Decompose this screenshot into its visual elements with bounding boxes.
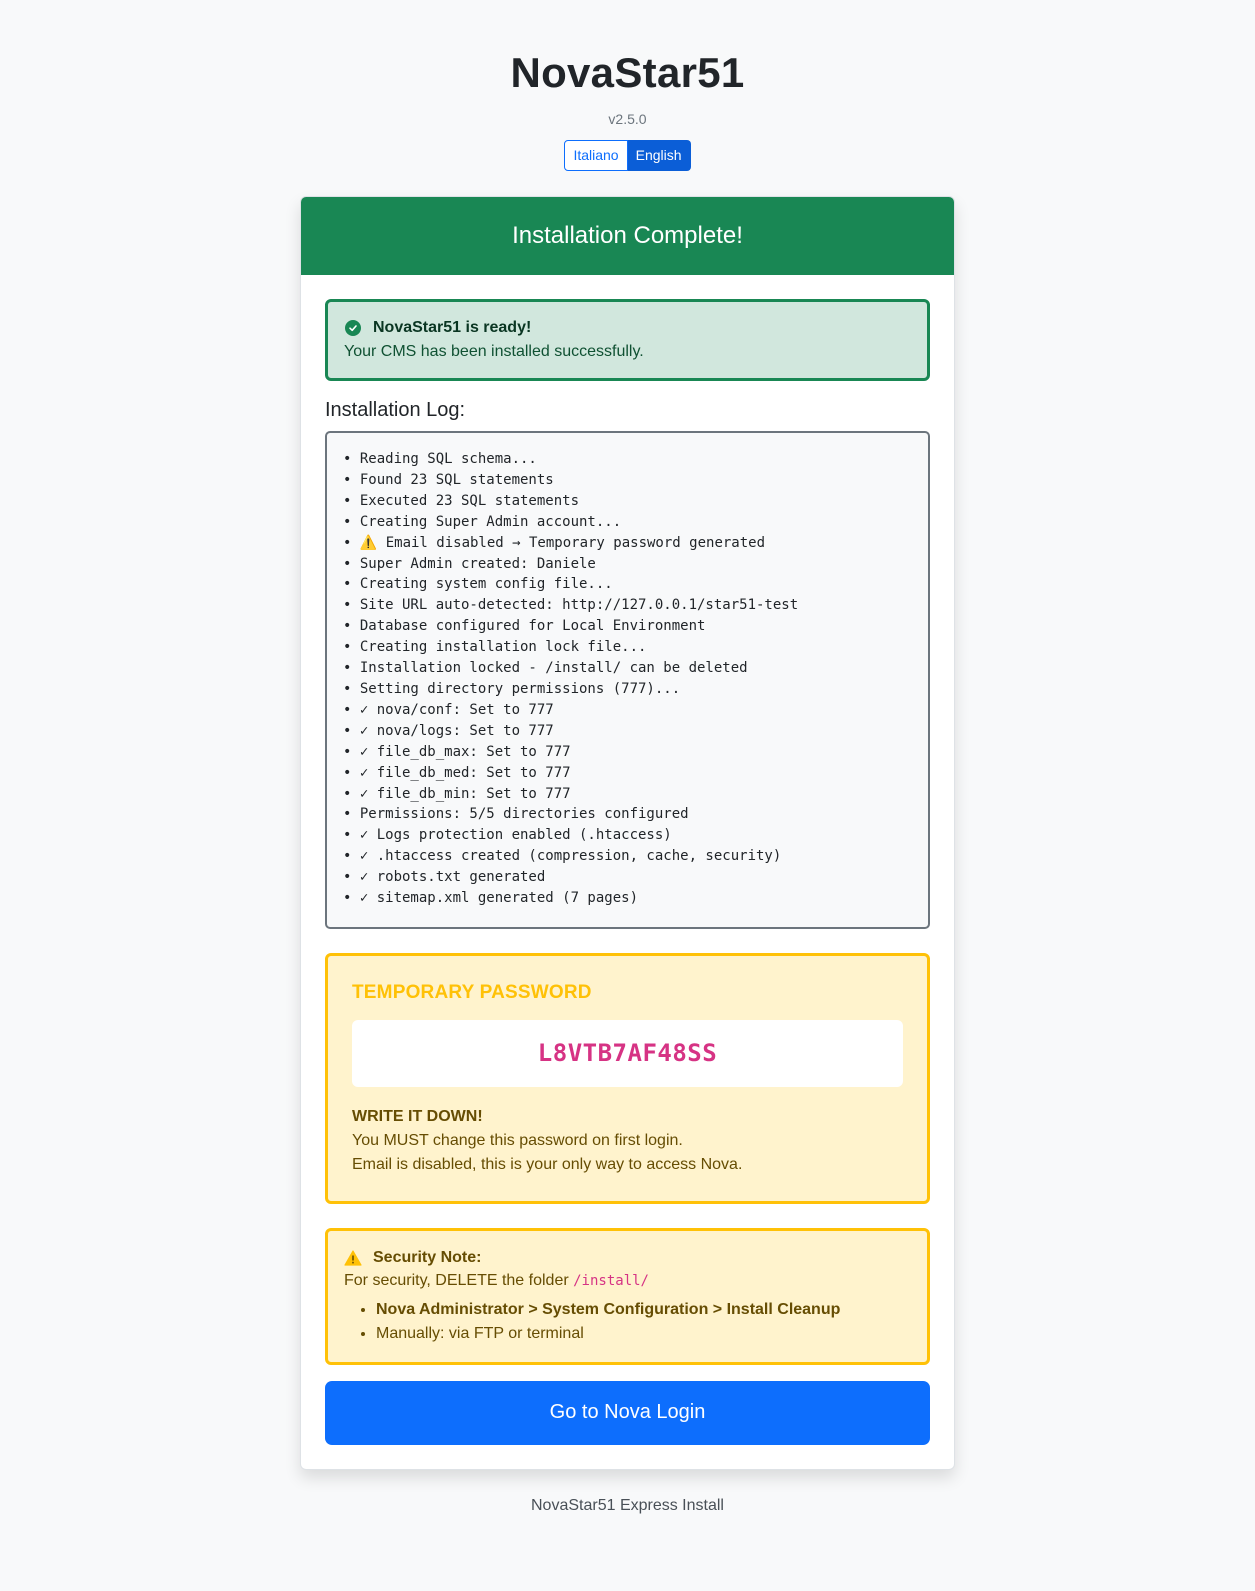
check-circle-icon	[345, 320, 361, 336]
footer-text: NovaStar51 Express Install	[531, 1496, 724, 1514]
log-line: • Setting directory permissions (777)...	[343, 680, 681, 697]
temporary-password-title: TEMPORARY PASSWORD	[352, 981, 592, 1003]
log-line: • ✓ nova/conf: Set to 777	[343, 701, 554, 718]
log-line: • Creating installation lock file...	[343, 639, 647, 656]
card-title: Installation Complete!	[512, 222, 743, 249]
install-folder-path: /install/	[573, 1272, 649, 1289]
security-note-panel	[325, 1228, 930, 1365]
install-complete-card	[300, 196, 955, 1470]
log-line: • Database configured for Local Environment	[343, 618, 706, 635]
security-note-description: For security, DELETE the folder	[344, 1271, 574, 1289]
language-italiano-button[interactable]: Italiano	[564, 140, 627, 171]
log-line: • ✓ file_db_med: Set to 777	[343, 764, 571, 781]
temporary-password-value[interactable]: L8VTB7AF48SS	[537, 1039, 718, 1068]
success-heading: NovaStar51 is ready!	[373, 319, 532, 336]
log-line: • ✓ file_db_min: Set to 777	[343, 785, 571, 802]
log-line: • Creating Super Admin account...	[343, 513, 622, 530]
installation-log-title: Installation Log:	[325, 399, 466, 421]
write-it-down-warning: WRITE IT DOWN!	[352, 1107, 483, 1125]
log-line: • ✓ robots.txt generated	[343, 869, 546, 886]
log-line: • Permissions: 5/5 directories configured	[343, 806, 689, 823]
cleanup-option-manual: • Manually: via FTP or terminal	[376, 1322, 911, 1346]
language-english-button[interactable]: English	[628, 140, 691, 171]
log-line: • ✓ nova/logs: Set to 777	[343, 722, 554, 739]
log-line: • Site URL auto-detected: http://127.0.0.1/star51-test	[343, 597, 799, 614]
log-line: • Super Admin created: Daniele	[343, 555, 596, 572]
security-note-heading: Security Note:	[373, 1248, 482, 1266]
log-line: • ✓ file_db_max: Set to 777	[343, 743, 571, 760]
security-heading-row	[344, 1249, 911, 1267]
log-line: • ✓ Logs protection enabled (.htaccess)	[343, 827, 672, 844]
change-password-note: You MUST change this password on first login.	[352, 1131, 683, 1149]
temporary-password-box	[352, 1020, 903, 1087]
app-title: NovaStar51	[510, 49, 745, 96]
card-body	[301, 275, 954, 1469]
installation-log	[325, 431, 930, 929]
email-disabled-note: Email is disabled, this is your only way to access Nova.	[352, 1155, 743, 1173]
security-note-text	[344, 1272, 911, 1290]
card-header	[301, 197, 954, 275]
warning-triangle-icon	[344, 1250, 362, 1266]
language-switcher	[0, 140, 1255, 171]
log-line: • Executed 23 SQL statements	[343, 492, 580, 509]
cleanup-option-admin: • Nova Administrator > System Configuration > Install Cleanup	[376, 1298, 911, 1322]
log-line: • ✓ .htaccess created (compression, cache, security)	[343, 848, 782, 865]
success-heading-row	[344, 319, 911, 337]
temporary-password-panel	[325, 953, 930, 1204]
success-message: Your CMS has been installed successfully.	[344, 343, 644, 360]
log-line: • Found 23 SQL statements	[343, 471, 554, 488]
log-line: • Creating system config file...	[343, 576, 613, 593]
cleanup-options-list	[344, 1298, 911, 1346]
log-line: • Reading SQL schema...	[343, 451, 537, 467]
language-button-group	[564, 140, 690, 171]
success-alert	[325, 299, 930, 381]
log-line: • Installation locked - /install/ can be deleted	[343, 660, 748, 677]
log-line: • ⚠️ Email disabled → Temporary password generated	[343, 534, 766, 551]
log-line: • ✓ sitemap.xml generated (7 pages)	[343, 890, 639, 907]
go-to-login-button[interactable]: Go to Nova Login	[325, 1381, 930, 1445]
version-label: v2.5.0	[608, 111, 647, 127]
